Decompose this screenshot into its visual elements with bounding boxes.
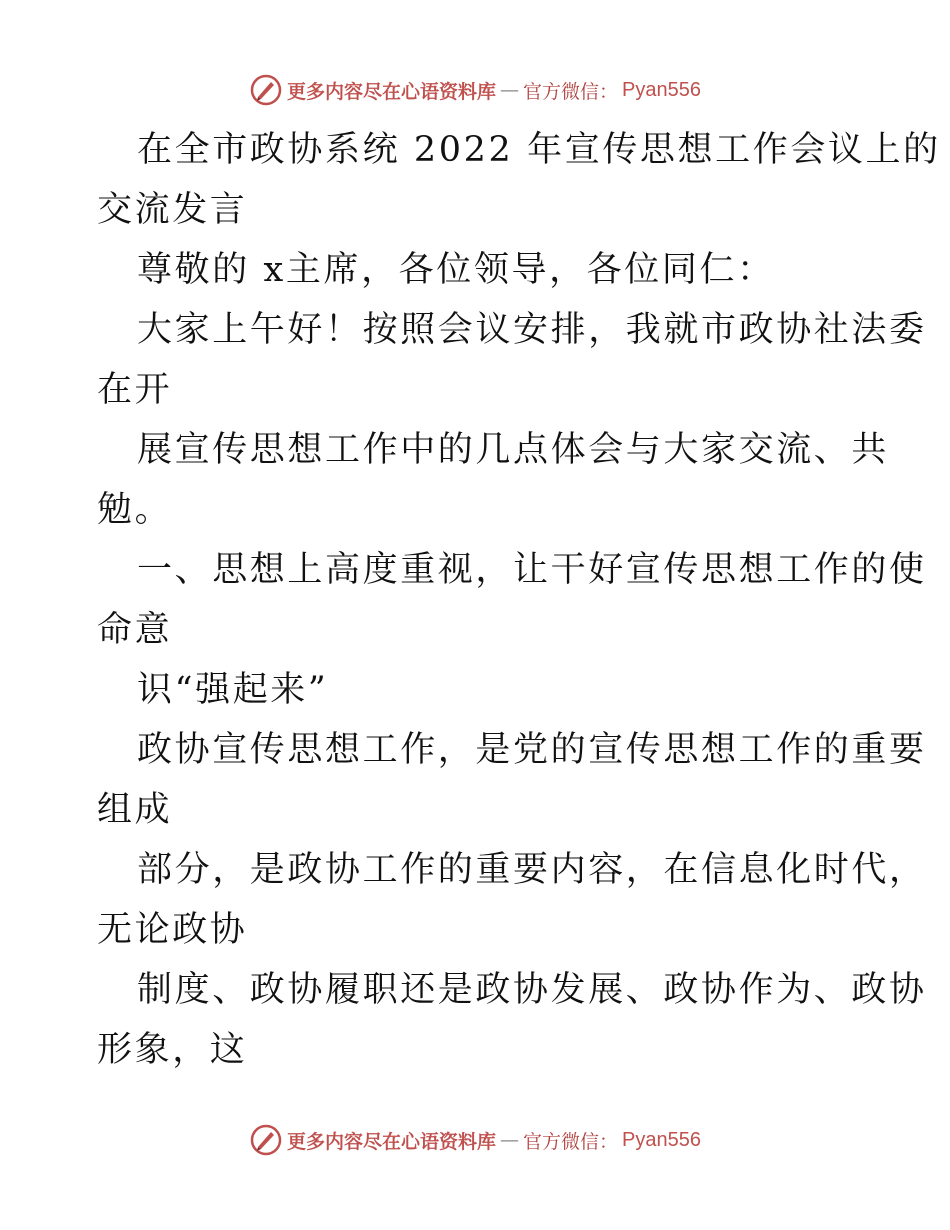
watermark-main-text: 更多内容尽在心语资料库	[287, 80, 497, 103]
watermark-wechat-label: 官方微信：	[523, 80, 619, 103]
header-watermark	[0, 70, 950, 110]
watermark-wechat-id: Pyan556	[622, 78, 701, 101]
footer-watermark	[0, 1120, 950, 1160]
pen-logo-icon	[249, 73, 283, 107]
paragraph-line: 在开	[97, 370, 173, 410]
section-heading-line: 识“强起来”	[137, 670, 329, 710]
paragraph-line: 展宣传思想工作中的几点体会与大家交流、共	[137, 430, 890, 470]
pen-logo-icon	[249, 1123, 283, 1157]
paragraph-line: 形象，这	[97, 1030, 248, 1070]
section-heading-line: 命意	[97, 610, 173, 650]
watermark-main-text: 更多内容尽在心语资料库	[287, 1130, 497, 1153]
paragraph-line: 大家上午好！按照会议安排，我就市政协社法委	[137, 310, 927, 350]
watermark-dash: —	[500, 79, 520, 101]
watermark-wechat-id: Pyan556	[622, 1128, 701, 1151]
paragraph-line: 制度、政协履职还是政协发展、政协作为、政协	[137, 970, 927, 1010]
watermark-dash: —	[500, 1129, 520, 1151]
paragraph-line: 无论政协	[97, 910, 248, 950]
watermark-wechat-label: 官方微信：	[523, 1130, 619, 1153]
paragraph-line: 组成	[97, 790, 173, 830]
title-line-1: 在全市政协系统 2022 年宣传思想工作会议上的	[137, 130, 941, 170]
paragraph-line: 勉。	[97, 490, 173, 530]
paragraph-line: 政协宣传思想工作，是党的宣传思想工作的重要	[137, 730, 927, 770]
paragraph-line: 部分，是政协工作的重要内容，在信息化时代，	[137, 850, 927, 890]
document-body	[97, 120, 941, 1080]
section-heading-line: 一、思想上高度重视，让干好宣传思想工作的使	[137, 550, 927, 590]
salutation-line: 尊敬的 x主席，各位领导，各位同仁：	[137, 250, 775, 290]
title-line-2: 交流发言	[97, 190, 248, 230]
